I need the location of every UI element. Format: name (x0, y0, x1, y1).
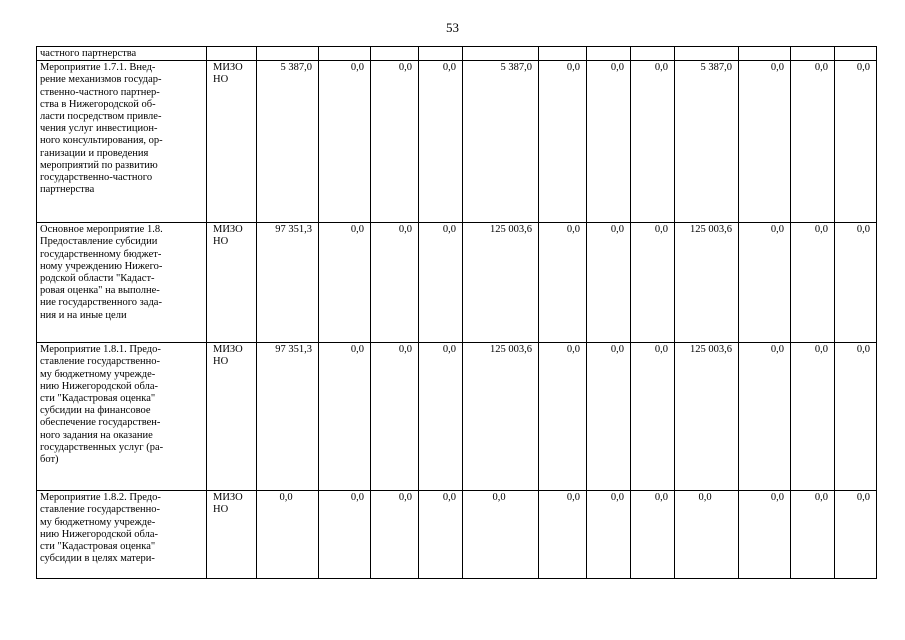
description-line: ного задания на оказание (40, 429, 153, 441)
value-cell: 125 003,6 (463, 223, 539, 343)
budget-table (36, 46, 877, 579)
value-cell (539, 47, 587, 61)
description-line: ного консультирования, ор- (40, 135, 163, 147)
value-cell (631, 47, 675, 61)
table-row (37, 223, 877, 343)
value-cell: 0,0 (419, 343, 463, 491)
table-body (37, 47, 877, 579)
value-cell (319, 47, 371, 61)
value-cell: 0,0 (419, 491, 463, 579)
value-cell: 0,0 (587, 223, 631, 343)
description-line: нию Нижегородской обла- (40, 528, 158, 540)
value-cell (739, 47, 791, 61)
value-cell (587, 47, 631, 61)
value-cell: 0,0 (587, 491, 631, 579)
value-cell: 0,0 (631, 61, 675, 223)
measure-description (37, 47, 207, 61)
description-line: государственно-частного (40, 172, 153, 184)
value-cell (835, 47, 877, 61)
value-cell: 0,0 (631, 491, 675, 579)
value-cell (791, 47, 835, 61)
description-line: государственных услуг (ра- (40, 441, 164, 453)
measure-description (37, 223, 207, 343)
description-line: родской области "Кадаст- (40, 273, 155, 285)
description-line: Мероприятие 1.8.2. Предо- (40, 492, 161, 504)
description-line: Предоставление субсидии (40, 236, 158, 248)
value-cell: 0,0 (791, 61, 835, 223)
description-line: ласти посредством привле- (40, 111, 162, 123)
table-row (37, 61, 877, 223)
description-line: ставление государственно- (40, 504, 160, 516)
description-line: ному учреждению Нижего- (40, 260, 163, 272)
value-cell: 0,0 (371, 491, 419, 579)
description-line: ровая оценка" на выполне- (40, 285, 160, 297)
description-line: обеспечение государствен- (40, 417, 161, 429)
value-cell: 0,0 (739, 223, 791, 343)
value-cell: 0,0 (419, 223, 463, 343)
description-line: ния и на иные цели (40, 309, 127, 321)
value-cell: 0,0 (739, 61, 791, 223)
description-line: Основное мероприятие 1.8. (40, 224, 163, 236)
value-cell: 0,0 (835, 343, 877, 491)
value-cell: 0,0 (319, 343, 371, 491)
value-cell: 0,0 (463, 491, 539, 579)
description-line: ганизации и проведения (40, 147, 149, 159)
value-cell: 0,0 (419, 61, 463, 223)
value-cell: 0,0 (587, 343, 631, 491)
description-line: Мероприятие 1.7.1. Внед- (40, 62, 156, 74)
value-cell: 0,0 (587, 61, 631, 223)
value-cell: 0,0 (319, 223, 371, 343)
value-cell: 0,0 (631, 343, 675, 491)
value-cell: 0,0 (539, 491, 587, 579)
executor-cell: МИЗО НО (207, 491, 257, 579)
value-cell: 0,0 (257, 491, 319, 579)
value-cell: 125 003,6 (675, 223, 739, 343)
table-row (37, 343, 877, 491)
value-cell: 0,0 (835, 223, 877, 343)
description-line: рение механизмов государ- (40, 74, 162, 86)
description-line: бот) (40, 454, 59, 466)
description-line: нию Нижегородской обла- (40, 380, 158, 392)
table-row (37, 47, 877, 61)
page-number: 53 (446, 20, 459, 35)
description-line: субсидии в целях матери- (40, 553, 155, 565)
value-cell: 0,0 (539, 343, 587, 491)
measure-description (37, 491, 207, 579)
value-cell: 0,0 (371, 343, 419, 491)
value-cell: 0,0 (835, 491, 877, 579)
value-cell: 5 387,0 (463, 61, 539, 223)
value-cell: 0,0 (539, 223, 587, 343)
value-cell: 0,0 (319, 61, 371, 223)
value-cell: 97 351,3 (257, 223, 319, 343)
description-line: ставление государственно- (40, 356, 160, 368)
value-cell: 0,0 (675, 491, 739, 579)
executor-cell: МИЗО НО (207, 61, 257, 223)
executor-cell: МИЗО НО (207, 343, 257, 491)
value-cell: 5 387,0 (675, 61, 739, 223)
description-line: чения услуг инвестицион- (40, 123, 158, 135)
value-cell: 0,0 (371, 61, 419, 223)
description-line: государственному бюджет- (40, 248, 162, 260)
value-cell (675, 47, 739, 61)
description-line: субсидии на финансовое (40, 405, 151, 417)
value-cell: 0,0 (319, 491, 371, 579)
value-cell: 0,0 (835, 61, 877, 223)
description-line: ние государственного зада- (40, 297, 162, 309)
value-cell: 0,0 (791, 491, 835, 579)
description-line: сти "Кадастровая оценка" (40, 541, 156, 553)
description-line: Мероприятие 1.8.1. Предо- (40, 344, 161, 356)
value-cell: 0,0 (739, 343, 791, 491)
value-cell: 0,0 (539, 61, 587, 223)
value-cell: 5 387,0 (257, 61, 319, 223)
executor-cell (207, 47, 257, 61)
value-cell: 0,0 (371, 223, 419, 343)
table-row (37, 491, 877, 579)
value-cell: 0,0 (791, 343, 835, 491)
value-cell (257, 47, 319, 61)
value-cell: 0,0 (631, 223, 675, 343)
value-cell (463, 47, 539, 61)
value-cell (371, 47, 419, 61)
value-cell (419, 47, 463, 61)
description-line: му бюджетному учрежде- (40, 368, 156, 380)
measure-description (37, 61, 207, 223)
value-cell: 0,0 (739, 491, 791, 579)
description-line: мероприятий по развитию (40, 159, 158, 171)
description-line: ственно-частного партнер- (40, 86, 160, 98)
value-cell: 0,0 (791, 223, 835, 343)
description-line: партнерства (40, 184, 95, 196)
description-line: частного партнерства (40, 48, 137, 59)
value-cell: 125 003,6 (675, 343, 739, 491)
measure-description (37, 343, 207, 491)
value-cell: 125 003,6 (463, 343, 539, 491)
value-cell: 97 351,3 (257, 343, 319, 491)
executor-cell: МИЗО НО (207, 223, 257, 343)
description-line: сти "Кадастровая оценка" (40, 393, 156, 405)
description-line: ства в Нижегородской об- (40, 98, 156, 110)
description-line: му бюджетному учрежде- (40, 516, 156, 528)
